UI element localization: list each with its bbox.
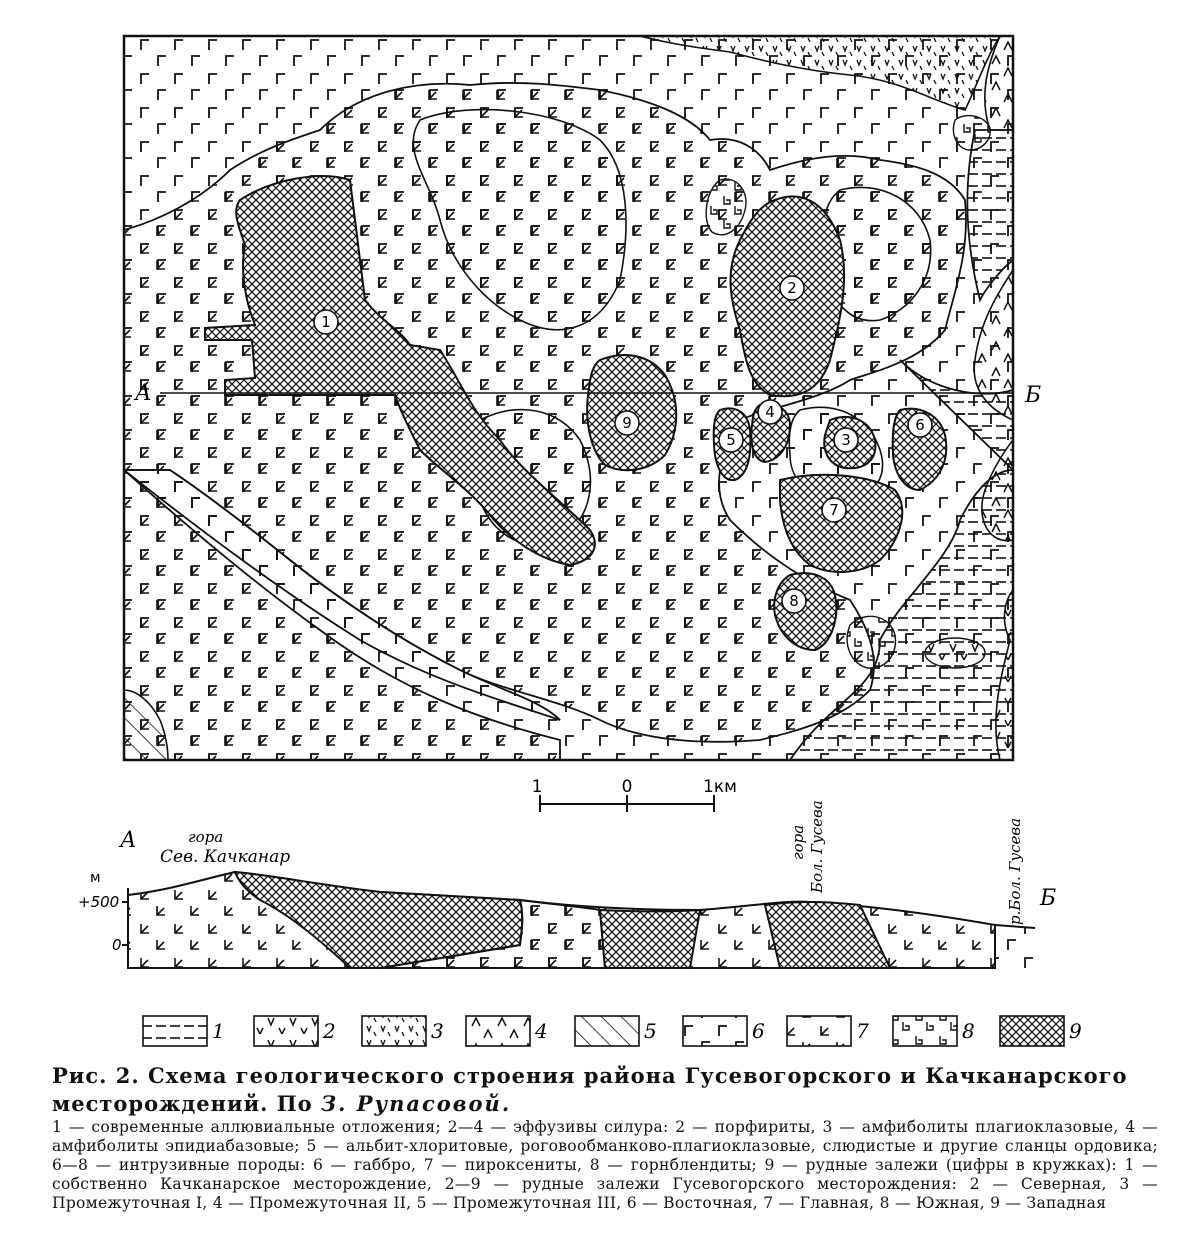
svg-text:8: 8 [789,592,799,610]
svg-text:8: 8 [962,1019,975,1043]
figure-caption-body: 1 — современные аллювиальные отложения; 2—4 — эффузивы силура: 2 — порфириты, 3 — амфиболиты плагиоклазовые, 4 — амфиболиты эпидиабазовые; 5 — альбит-хлоритовые, роговообманково-плагиоклазовые, слюдистые и другие сланцы ордовика; 6—8 — интрузивные породы: 6 — габбро, 7 — пироксениты, 8 — горнблендиты; 9 — рудные залежи (цифры в кружках): 1 — собственно Качканарское месторождение, 2—9 — рудные залежи Гусевогорского месторождения: 2 — Северная, 3 — Промежуточная I, 4 — Промежуточная II, 5 — Промежуточная III, 6 — Восточная, 7 — Главная, 8 — Южная, 9 — Западная [52,1118,1158,1212]
svg-text:9: 9 [622,414,632,432]
legend-item-2 [254,1016,336,1046]
profile-peak-label-1: гора [188,828,224,846]
svg-text:1: 1 [321,313,331,331]
legend-item-3 [362,1016,444,1046]
hornblendite-2 [847,616,895,668]
scale-tick-left: 1 [531,777,543,797]
svg-text:4: 4 [765,403,775,421]
caption-title-author: З. Рупасовой. [320,1091,512,1116]
profile-peak2-label-2: Бол. Гусева [808,800,826,893]
scale-tick-right: 1км [703,777,737,797]
svg-text:2: 2 [787,279,797,297]
deposit-marker-7[interactable] [822,498,846,522]
svg-text:3: 3 [841,431,851,449]
profile-label-b: Б [1040,886,1057,911]
profile-river-label: р.Бол. Гусева [1006,817,1024,925]
legend-item-1 [143,1016,225,1046]
legend-item-4 [466,1016,548,1046]
legend-item-8 [893,1016,975,1046]
svg-text:7: 7 [829,501,839,519]
svg-text:5: 5 [726,431,736,449]
legend-item-9 [1000,1016,1082,1046]
svg-text:1: 1 [212,1019,225,1043]
legend-item-5 [575,1016,657,1046]
deposit-marker-1[interactable] [314,310,338,334]
svg-text:4: 4 [535,1019,548,1043]
hornblendite-1 [953,116,990,150]
figure-caption-title [52,1062,1158,1118]
svg-text:5: 5 [644,1019,657,1043]
deposit-marker-6[interactable] [908,413,932,437]
legend-item-7 [787,1016,869,1046]
caption-title-main: Рис. 2. Схема геологического строения района Гусевогорского и Качканарского месторождений. По [52,1063,1128,1116]
legend-item-6 [683,1016,765,1046]
profile-peak-label-2: Сев. Качканар [160,847,291,867]
map-label-b: Б [1025,383,1042,408]
svg-text:9: 9 [1069,1019,1082,1043]
svg-text:6: 6 [915,416,925,434]
svg-text:3: 3 [431,1019,444,1043]
svg-text:7: 7 [856,1019,869,1043]
profile-unit: м [90,870,101,886]
profile-ytick-500: +500 [78,893,120,911]
cross-section-profile [78,800,1056,968]
scale-bar [532,777,737,812]
profile-ytick-0: 0 [112,936,122,954]
legend [143,1016,1082,1046]
map-label-a: А [135,381,152,406]
deposit-marker-8[interactable] [782,589,806,613]
profile-label-a: А [120,828,137,853]
deposit-marker-5[interactable] [719,428,743,452]
profile-peak2-label-1: гора [789,824,807,860]
porphyrite-lens [925,638,985,668]
map-panel [124,36,1025,760]
deposit-marker-9[interactable] [615,411,639,435]
deposit-marker-4[interactable] [758,400,782,424]
deposit-marker-2[interactable] [780,276,804,300]
svg-text:2: 2 [323,1019,336,1043]
deposit-marker-3[interactable] [834,428,858,452]
svg-text:6: 6 [752,1019,765,1043]
scale-tick-mid: 0 [621,777,633,797]
